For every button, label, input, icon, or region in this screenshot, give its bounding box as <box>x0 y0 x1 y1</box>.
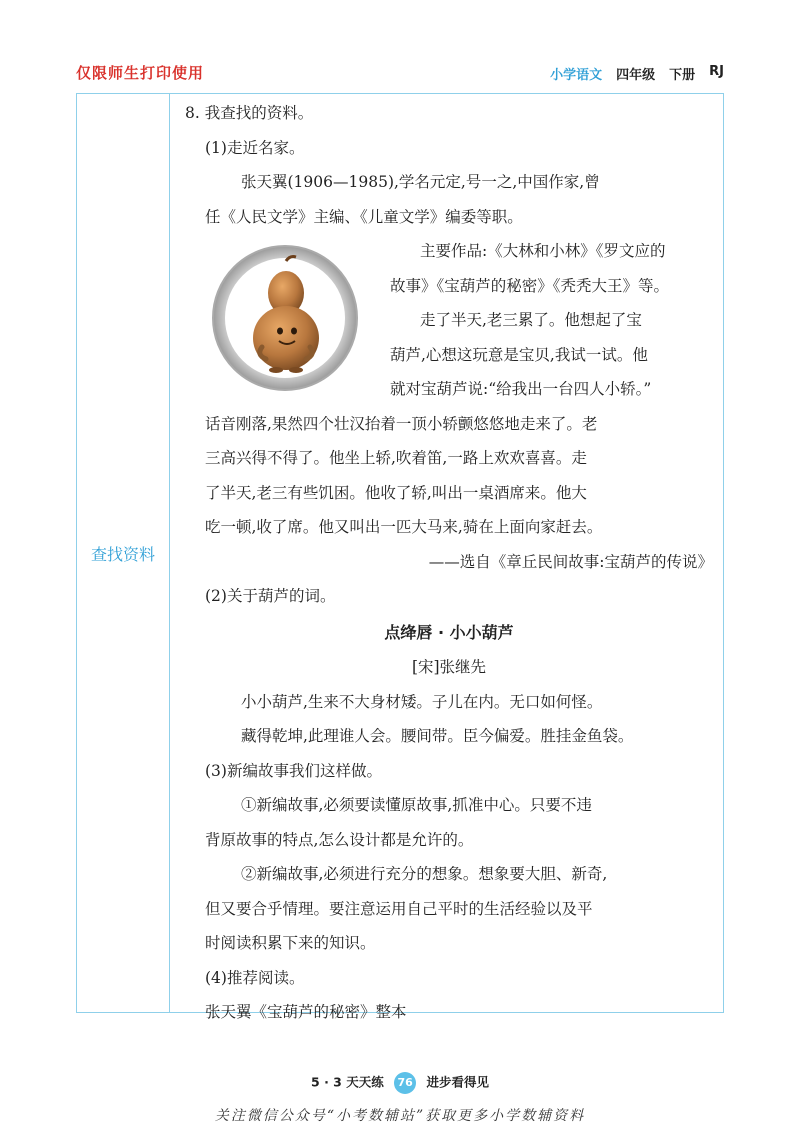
section-title: 8. 我查找的资料。 <box>185 104 314 122</box>
content-frame <box>76 93 724 1021</box>
method-line: 但又要合乎情理。要注意运用自己平时的生活经验以及平 <box>205 899 593 918</box>
left-column <box>77 94 170 1012</box>
story-line: 三高兴得不得了。他坐上轿,吹着笛,一路上欢欢喜喜。走 <box>205 449 587 467</box>
works-line: 故事》《宝葫芦的秘密》《秃秃大王》等。 <box>390 276 670 295</box>
story-line: 葫芦,心想这玩意是宝贝,我试一试。他 <box>390 345 648 364</box>
header-notice: 仅限师生打印使用 <box>76 64 205 82</box>
header-grade: 四年级 <box>616 68 656 83</box>
bio-line: 任《人民文学》主编、《儿童文学》编委等职。 <box>205 207 523 226</box>
story-line: 了半天,老三有些饥困。他收了轿,叫出一桌酒席来。他大 <box>205 483 587 502</box>
poem-author: [宋]张继先 <box>411 658 487 676</box>
part3-heading: (3)新编故事我们这样做。 <box>205 761 382 780</box>
part2-heading: (2)关于葫芦的词。 <box>205 587 336 605</box>
method-line: ②新编故事,必须进行充分的想象。想象要大胆、新奇, <box>241 865 608 883</box>
left-label: 查找资料 <box>90 544 155 564</box>
poem-line: 小小葫芦,生来不大身材矮。子儿在内。无口如何怪。 <box>241 692 603 711</box>
header-meta <box>550 64 724 83</box>
works-line: 主要作品:《大林和小林》《罗文应的 <box>420 242 666 260</box>
header-edition: RJ <box>709 64 724 79</box>
bio-line: 张天翼(1906—1985),学名元定,号一之,中国作家,曾 <box>241 173 600 191</box>
story-line: 话音刚落,果然四个壮汉抬着一顶小轿颤悠悠地走来了。老 <box>205 414 598 433</box>
method-line: 时阅读积累下来的知识。 <box>205 934 376 952</box>
content-area <box>185 94 713 1030</box>
part4-heading: (4)推荐阅读。 <box>205 968 305 987</box>
poem-title: 点绛唇 · 小小葫芦 <box>384 622 514 642</box>
method-line: 背原故事的特点,怎么设计都是允许的。 <box>205 830 474 849</box>
bottom-note: 关注微信公众号“小考数辅站”获取更多小学数辅资料 <box>214 1108 586 1124</box>
recommended-book: 张天翼《宝葫芦的秘密》整本 <box>205 1003 407 1021</box>
page-footer <box>0 1072 800 1094</box>
story-line: 走了半天,老三累了。他想起了宝 <box>420 311 642 329</box>
story-source: ——选自《章丘民间故事:宝葫芦的传说》 <box>428 552 713 571</box>
page-number: 76 <box>394 1072 416 1094</box>
footer-right: 进步看得见 <box>426 1074 489 1090</box>
header-subject: 小学语文 <box>550 68 603 83</box>
method-line: ①新编故事,必须要读懂原故事,抓准中心。只要不违 <box>241 796 592 814</box>
poem-line: 藏得乾坤,此理谁人会。腰间带。臣今偏爱。胜挂金鱼袋。 <box>241 727 634 745</box>
part1-heading: (1)走近名家。 <box>205 138 305 157</box>
footer-left: 5 · 3 天天练 <box>311 1074 384 1090</box>
story-line: 吃一顿,收了席。他又叫出一匹大马来,骑在上面向家赶去。 <box>205 518 603 536</box>
story-line: 就对宝葫芦说:“给我出一台四人小轿。” <box>390 380 652 398</box>
header-volume: 下册 <box>669 68 696 83</box>
